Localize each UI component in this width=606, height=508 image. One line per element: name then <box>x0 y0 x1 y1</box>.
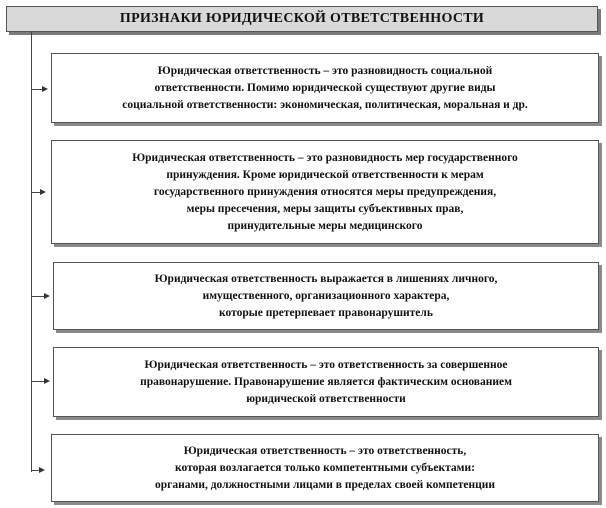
arrow-right-icon <box>42 86 48 92</box>
connector-line-3 <box>31 296 45 297</box>
feature-box-offense-basis <box>53 347 599 417</box>
feature-text: Юридическая ответственность – это ответственность, которая возлагается только компетентными субъектами: органами, должностными лицами в пределах своей компетенции <box>155 444 495 491</box>
arrow-right-icon <box>44 378 50 384</box>
feature-box-social-responsibility <box>51 53 599 123</box>
feature-text: Юридическая ответственность – это разновидность мер государственного принуждения. Кроме юридической ответственности к мерам государственного принуждения относятся меры предупреждения, меры пресечения, меры защиты субъективных прав, принудительные меры медицинского <box>132 151 518 232</box>
arrow-right-icon <box>39 467 45 473</box>
feature-text: Юридическая ответственность – это ответственность за совершенное правонарушение. Правонарушение является фактическим основанием юридической ответственности <box>140 358 512 405</box>
connector-line-4 <box>31 381 45 382</box>
feature-box-deprivations <box>53 262 599 330</box>
feature-text: Юридическая ответственность выражается в лишениях личного, имущественного, организационного характера, которые претерпевает правонарушитель <box>154 272 498 319</box>
feature-box-state-coercion <box>51 140 599 244</box>
diagram-title <box>6 6 598 32</box>
arrow-right-icon <box>44 293 50 299</box>
connector-spine <box>31 32 32 472</box>
feature-text: Юридическая ответственность – это разновидность социальной ответственности. Помимо юридической существуют другие виды социальной ответственности: экономическая, политическая, моральная и др. <box>122 64 528 111</box>
diagram-title-text: ПРИЗНАКИ ЮРИДИЧЕСКОЙ ОТВЕТСТВЕННОСТИ <box>119 11 485 26</box>
feature-box-competent-subjects <box>51 434 599 502</box>
arrow-right-icon <box>40 189 46 195</box>
